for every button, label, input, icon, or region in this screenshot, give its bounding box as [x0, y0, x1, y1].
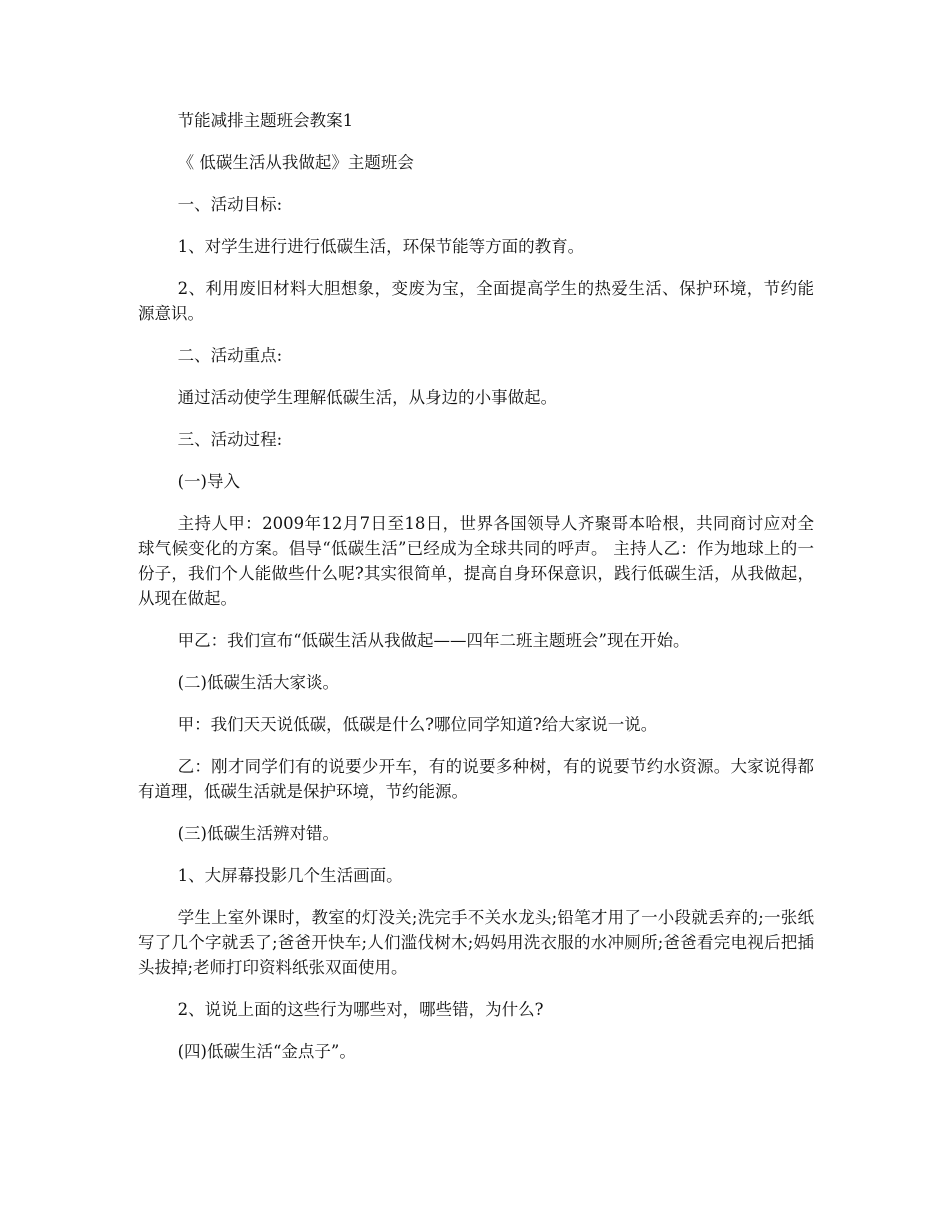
paragraph: 甲乙：我们宣布“低碳生活从我做起——四年二班主题班会”现在开始。: [177, 631, 690, 650]
section-heading-goals: 一、活动目标:: [177, 195, 283, 214]
paragraph: 2、利用废旧材料大胆想象，变废为宝，全面提高学生的热爱生活、保护环境，节约能源意识。: [138, 279, 814, 323]
subsection-heading: (二)低碳生活大家谈。: [177, 673, 339, 692]
document-title: 节能减排主题班会教案1: [177, 111, 354, 130]
paragraph: 通过活动使学生理解低碳生活，从身边的小事做起。: [177, 388, 558, 407]
section-heading-process: 三、活动过程:: [177, 430, 283, 449]
subsection-heading: (三)低碳生活辨对错。: [177, 824, 339, 843]
document-body: [138, 108, 814, 1081]
paragraph: 乙：刚才同学们有的说要少开车，有的说要多种树，有的说要节约水资源。大家说得都有道理，低碳生活就是保护环境，节约能源。: [138, 757, 814, 801]
paragraph: 2、说说上面的这些行为哪些对，哪些错，为什么?: [177, 1000, 544, 1019]
lesson-subtitle: 《 低碳生活从我做起》主题班会: [177, 153, 414, 172]
paragraph: 学生上室外课时，教室的灯没关;洗完手不关水龙头;铅笔才用了一小段就丢弃的;一张纸写了几个字就丢了;爸爸开快车;人们滥伐树木;妈妈用洗衣服的水冲厕所;爸爸看完电视后把插头拔掉;老师打印资料纸张双面使用。: [138, 908, 814, 977]
subsection-heading: (四)低碳生活“金点子”。: [177, 1042, 356, 1061]
section-heading-focus: 二、活动重点:: [177, 346, 283, 365]
paragraph: 主持人甲：2009年12月7日至18日，世界各国领导人齐聚哥本哈根，共同商讨应对全球气候变化的方案。倡导“低碳生活”已经成为全球共同的呼声。 主持人乙：作为地球上的一份子，我们个人能做些什么呢?其实很简单，提高自身环保意识，践行低碳生活，从我做起，从现在做起。: [138, 514, 814, 608]
paragraph: 甲：我们天天说低碳，低碳是什么?哪位同学知道?给大家说一说。: [177, 715, 658, 734]
subsection-heading: (一)导入: [177, 472, 240, 491]
paragraph: 1、大屏幕投影几个生活画面。: [177, 866, 403, 885]
paragraph: 1、对学生进行进行低碳生活，环保节能等方面的教育。: [177, 237, 585, 256]
